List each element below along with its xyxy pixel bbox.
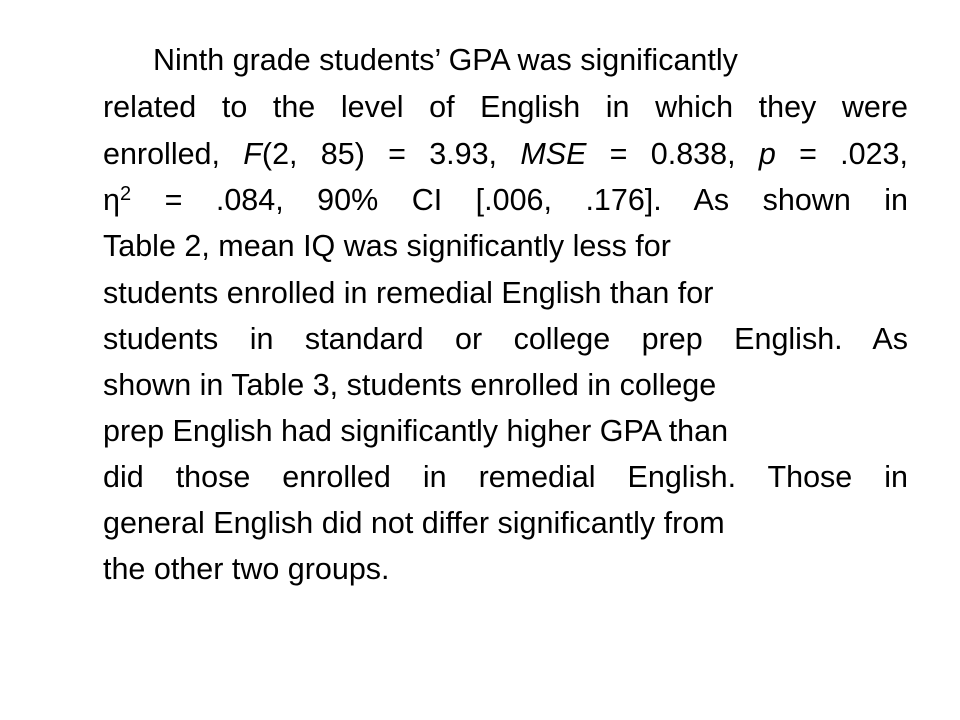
paragraph-line-3 [103,136,908,172]
statistic-MSE: MSE [520,137,587,171]
paragraph-line-1: Ninth grade students’ GPA was significantly [153,43,738,77]
paragraph-line-10: did those enrolled in remedial English. Those in [103,460,908,494]
paragraph-line-5: Table 2, mean IQ was significantly less for [103,229,671,263]
text-run: = 0.838, [586,137,759,171]
eta-superscript: 2 [119,183,132,205]
text-run: = .084, 90% CI [.006, .176]. As shown in [131,183,908,217]
statistic-F: F [243,137,262,171]
paragraph-line-11: general English did not differ significantly from [103,506,725,540]
text-run: (2, 85) = 3.93, [261,137,521,171]
text-run: enrolled, [103,137,244,171]
paragraph-line-6: students enrolled in remedial English than for [103,276,714,310]
paragraph-line-4 [103,182,908,218]
paragraph-line-2: related to the level of English in which they were [103,90,908,124]
eta-symbol: η [103,183,120,217]
paragraph-line-12: the other two groups. [103,552,390,586]
statistic-p: p [758,137,776,171]
text-run: = .023, [775,137,908,171]
paragraph-line-9: prep English had significantly higher GPA than [103,414,729,448]
paragraph-line-7: students in standard or college prep English. As [103,322,908,356]
paragraph-line-8: shown in Table 3, students enrolled in college [103,368,717,402]
